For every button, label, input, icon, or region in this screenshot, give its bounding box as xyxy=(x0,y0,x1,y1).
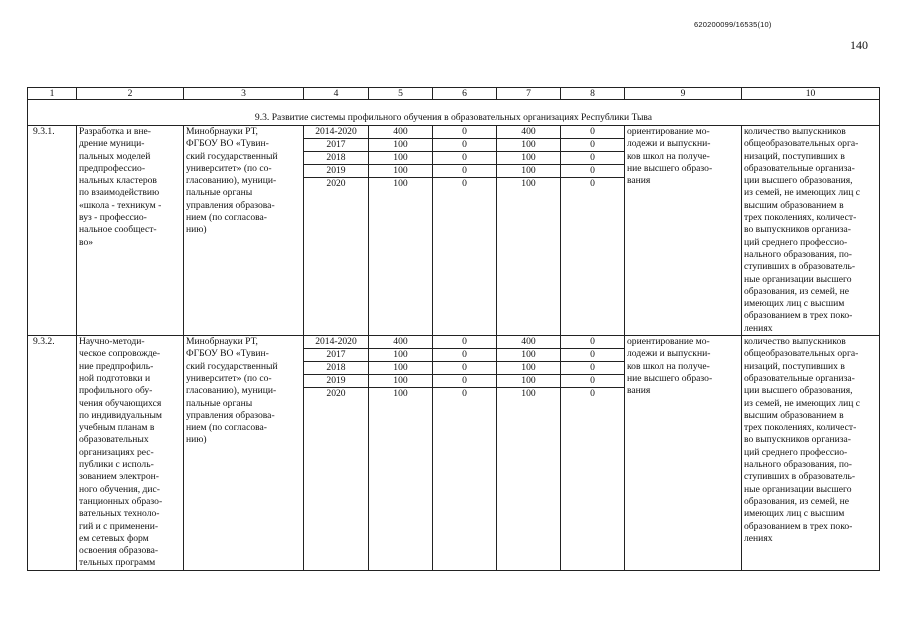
document-id: 620200099/16535(10) xyxy=(694,20,772,29)
value: 100 xyxy=(369,362,432,375)
col-header-10: 10 xyxy=(742,88,880,100)
value: 0 xyxy=(561,152,624,165)
value: 0 xyxy=(561,362,624,375)
other-cell xyxy=(561,126,625,336)
executor: Минобрнауки РТ, ФГБОУ ВО «Тувин- ский государственный университет» (по со- гласованию), муници- пальные органы управления образова- нием (по согласова- нию) xyxy=(184,126,304,336)
years-cell xyxy=(304,336,369,571)
year: 2019 xyxy=(304,165,368,178)
value: 0 xyxy=(462,178,467,189)
year: 2017 xyxy=(304,139,368,152)
program-table xyxy=(27,87,880,571)
value: 400 xyxy=(497,336,560,349)
value: 0 xyxy=(561,165,624,178)
value: 0 xyxy=(561,375,624,388)
value: 0 xyxy=(561,139,624,152)
year: 2017 xyxy=(304,349,368,362)
value: 0 xyxy=(561,336,624,349)
federal-cell xyxy=(433,126,497,336)
section-title: 9.3. Развитие системы профильного обучения в образовательных организациях Республики Тыва xyxy=(28,100,880,126)
value: 0 xyxy=(433,152,496,165)
indicator: количество выпускников общеобразовательных орга- низаций, поступивших в образовательные организа- ции высшего образования, из семей, не имеющих лиц с высшим образованием в трех поколениях, количест- во выпускников организа- ций среднего профессио- нального образования, по- ступивших в образователь- ные организации высшего образования, из семей, не имеющих лиц с высшим образованием в трех поко- лениях xyxy=(742,126,880,336)
value: 0 xyxy=(433,362,496,375)
executor: Минобрнауки РТ, ФГБОУ ВО «Тувин- ский государственный университет» (по со- гласованию), муници- пальные органы управления образова- нием (по согласова- нию) xyxy=(184,336,304,571)
expected-result: ориентирование мо- лодежи и выпускни- ков школ на получе- ние высшего образо- вания xyxy=(625,336,742,571)
col-header-9: 9 xyxy=(625,88,742,100)
expected-result: ориентирование мо- лодежи и выпускни- ков школ на получе- ние высшего образо- вания xyxy=(625,126,742,336)
col-header-7: 7 xyxy=(497,88,561,100)
year: 2019 xyxy=(304,375,368,388)
col-header-4: 4 xyxy=(304,88,369,100)
indicator: количество выпускников общеобразовательных орга- низаций, поступивших в образовательные организа- ции высшего образования, из семей, не имеющих лиц с высшим образованием в трех поколениях, количест- во выпускников организа- ций среднего профессио- нального образования, по- ступивших в образователь- ные организации высшего образования, из семей, не имеющих лиц с высшим образованием в трех поко- лениях xyxy=(742,336,880,571)
total-cell xyxy=(369,336,433,571)
value: 100 xyxy=(497,152,560,165)
republic-cell xyxy=(497,336,561,571)
value: 100 xyxy=(393,388,408,400)
other-cell xyxy=(561,336,625,571)
value: 100 xyxy=(369,375,432,388)
value: 0 xyxy=(590,388,595,400)
value: 100 xyxy=(497,362,560,375)
col-header-8: 8 xyxy=(561,88,625,100)
value: 100 xyxy=(369,152,432,165)
year: 2014-2020 xyxy=(304,336,368,349)
row-number: 9.3.1. xyxy=(28,126,77,336)
value: 0 xyxy=(433,336,496,349)
year: 2018 xyxy=(304,362,368,375)
table-row xyxy=(28,336,880,571)
total-cell xyxy=(369,126,433,336)
value: 0 xyxy=(433,139,496,152)
value: 100 xyxy=(369,165,432,178)
value: 0 xyxy=(590,178,595,189)
value: 100 xyxy=(497,165,560,178)
col-header-6: 6 xyxy=(433,88,497,100)
year: 2014-2020 xyxy=(304,126,368,139)
federal-cell xyxy=(433,336,497,571)
year: 2020 xyxy=(326,388,346,400)
col-header-2: 2 xyxy=(77,88,184,100)
value: 0 xyxy=(433,375,496,388)
value: 400 xyxy=(369,336,432,349)
value: 100 xyxy=(369,139,432,152)
value: 100 xyxy=(497,139,560,152)
col-header-3: 3 xyxy=(184,88,304,100)
section-row xyxy=(28,100,880,126)
row-number: 9.3.2. xyxy=(28,336,77,571)
year: 2020 xyxy=(326,178,346,189)
republic-cell xyxy=(497,126,561,336)
value: 0 xyxy=(561,126,624,139)
value: 400 xyxy=(497,126,560,139)
value: 100 xyxy=(521,178,536,189)
value: 100 xyxy=(393,178,408,189)
value: 400 xyxy=(369,126,432,139)
value: 0 xyxy=(433,349,496,362)
measure-name: Разработка и вне- дрение муници- пальных моделей предпрофессио- нальных кластеров по взаимодействию «школа - техникум - вуз - профессио- нальное сообщест- во» xyxy=(77,126,184,336)
page-number: 140 xyxy=(850,38,868,52)
value: 100 xyxy=(369,349,432,362)
table-row xyxy=(28,126,880,336)
value: 0 xyxy=(433,126,496,139)
year: 2018 xyxy=(304,152,368,165)
value: 100 xyxy=(497,349,560,362)
value: 100 xyxy=(497,375,560,388)
years-cell xyxy=(304,126,369,336)
value: 0 xyxy=(561,349,624,362)
measure-name: Научно-методи- ческое сопровожде- ние предпрофиль- ной подготовки и профильного обу- чения обучающихся по индивидуальным учебным планам в образовательных организациях рес- публики с исполь- зованием электрон- ного обучения, дис- танционных образо- вательных техноло- гий и с применени- ем сетевых форм освоения образова- тельных программ xyxy=(77,336,184,571)
col-header-5: 5 xyxy=(369,88,433,100)
header-row xyxy=(28,88,880,100)
value: 0 xyxy=(433,165,496,178)
value: 100 xyxy=(521,388,536,400)
value: 0 xyxy=(462,388,467,400)
col-header-1: 1 xyxy=(28,88,77,100)
